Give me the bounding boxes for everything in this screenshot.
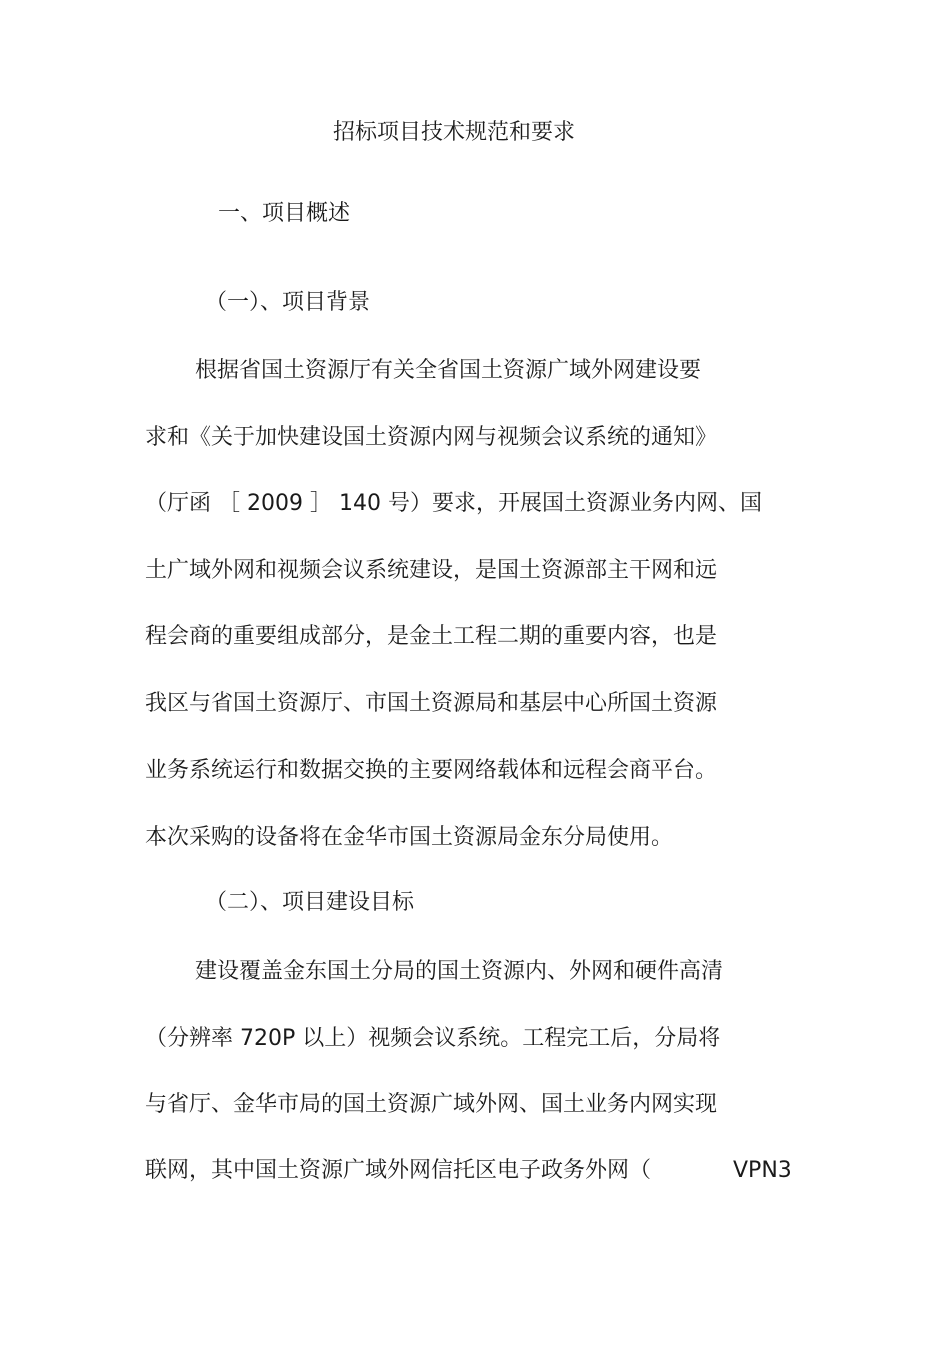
paragraph-line: 土广域外网和视频会议系统建设，是国土资源部主干网和远 [145, 558, 718, 583]
paragraph-line: 本次采购的设备将在金华市国土资源局金东分局使用。 [145, 825, 674, 850]
paragraph-line: 联网，其中国土资源广域外网信托区电子政务外网（ [145, 1158, 652, 1183]
paragraph-line: 与省厅、金华市局的国土资源广域外网、国土业务内网实现 [145, 1092, 718, 1117]
subsection-heading-background: （一）、项目背景 [205, 290, 371, 315]
paragraph-line: 我区与省国土资源厅、市国土资源局和基层中心所国土资源 [145, 691, 718, 716]
paragraph-line-tail: VPN3 [733, 1158, 792, 1183]
paragraph-line: 建设覆盖金东国土分局的国土资源内、外网和硬件高清 [195, 959, 724, 984]
paragraph-line: （分辨率 720P 以上）视频会议系统。工程完工后，分局将 [145, 1026, 721, 1051]
subsection-heading-goals: （二）、项目建设目标 [205, 890, 415, 915]
paragraph-line: 根据省国土资源厅有关全省国土资源广域外网建设要 [195, 358, 702, 383]
paragraph-line: （厅函 ［ 2009 ］ 140 号）要求，开展国土资源业务内网、国 [145, 491, 762, 516]
paragraph-line: 业务系统运行和数据交换的主要网络载体和远程会商平台。 [145, 758, 718, 783]
paragraph-line: 程会商的重要组成部分，是金土工程二期的重要内容，也是 [145, 624, 718, 649]
document-title: 招标项目技术规范和要求 [333, 120, 576, 145]
section-heading-overview: 一、项目概述 [218, 201, 351, 226]
paragraph-line: 求和《关于加快建设国土资源内网与视频会议系统的通知》 [145, 425, 718, 450]
